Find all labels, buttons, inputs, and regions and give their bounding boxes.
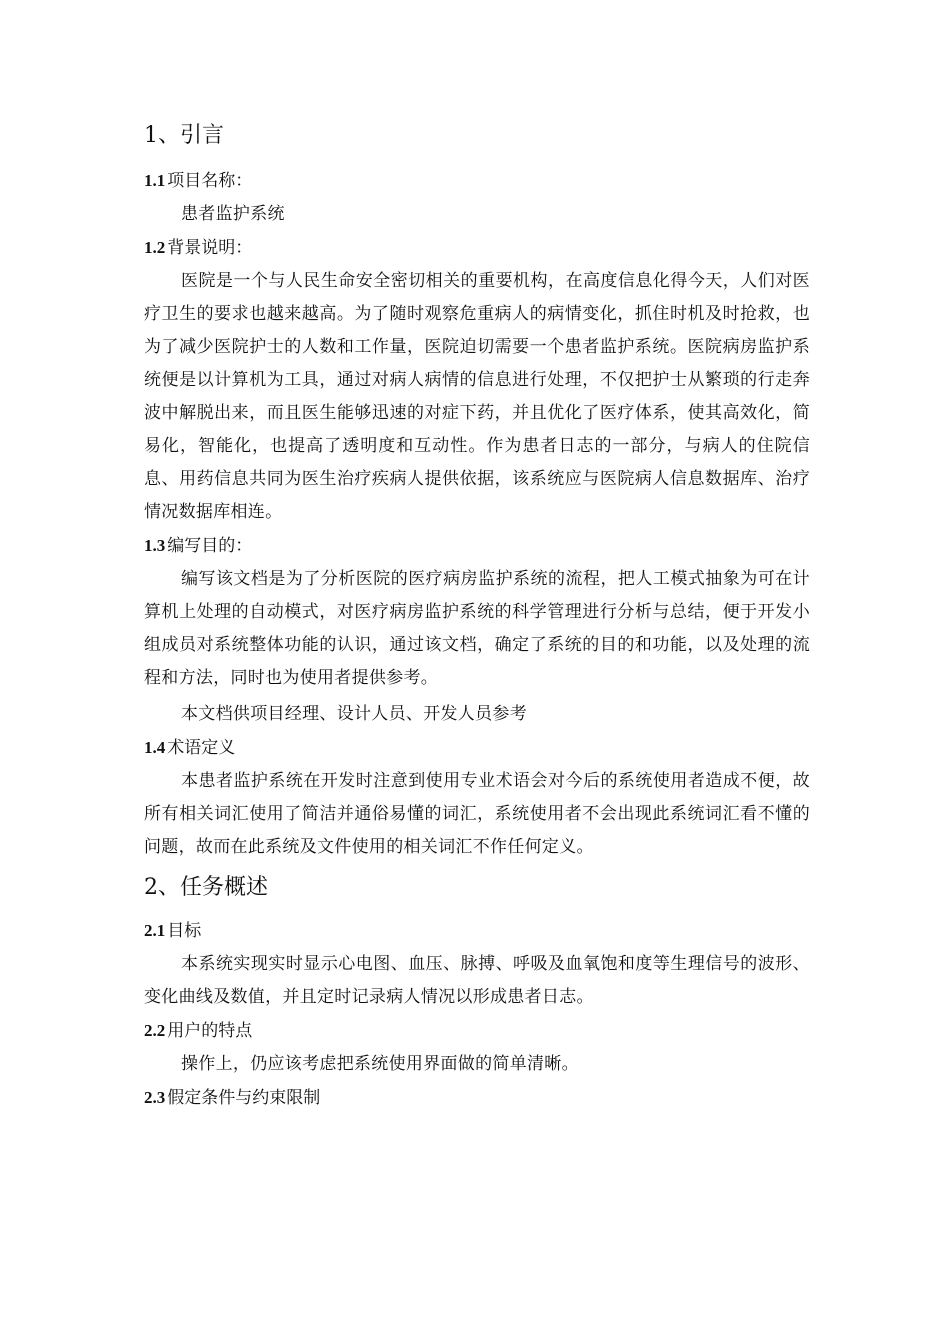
subsection-number: 1.4 xyxy=(144,738,166,757)
subsection-heading-terms xyxy=(144,731,810,765)
subsection-number: 1.3 xyxy=(144,536,166,555)
paragraph-project-name: 患者监护系统 xyxy=(181,204,285,224)
subsection-number: 2.2 xyxy=(144,1021,166,1040)
paragraph-purpose: 编写该文档是为了分析医院的医疗病房监护系统的流程，把人工模式抽象为可在计算机上处理的自动模式，对医疗病房监护系统的科学管理进行分析与总结，便于开发小组成员对系统整体功能的认识，通过该文档，确定了系统的目的和功能，以及处理的流程和方法，同时也为使用者提供参考。 xyxy=(144,569,810,688)
paragraph-background: 医院是一个与人民生命安全密切相关的重要机构，在高度信息化得今天，人们对医疗卫生的要求也越来越高。为了随时观察危重病人的病情变化，抓住时机及时抢救，也为了减少医院护士的人数和工作量，医院迫切需要一个患者监护系统。医院病房监护系统便是以计算机为工具，通过对病人病情的信息进行处理，不仅把护士从繁琐的行走奔波中解脱出来，而且医生能够迅速的对症下药，并且优化了医疗体系，使其高效化，简易化，智能化，也提高了透明度和互动性。作为患者日志的一部分，与病人的住院信息、用药信息共同为医生治疗疾病人提供依据，该系统应与医院病人信息数据库、治疗情况数据库相连。 xyxy=(144,271,810,522)
subsection-number: 1.2 xyxy=(144,238,166,257)
subsection-heading-goal xyxy=(144,914,810,948)
subsection-title: 用户的特点 xyxy=(167,1021,253,1041)
subsection-number: 2.3 xyxy=(144,1088,166,1107)
subsection-heading-user-features xyxy=(144,1014,810,1048)
subsection-heading-assumptions xyxy=(144,1081,810,1115)
paragraph-user-features: 操作上，仍应该考虑把系统使用界面做的简单清晰。 xyxy=(181,1054,579,1074)
subsection-heading-purpose xyxy=(144,529,810,563)
document-content xyxy=(144,118,810,1115)
section-heading-task-overview: 2、任务概述 xyxy=(144,875,268,900)
subsection-title: 目标 xyxy=(167,921,202,941)
subsection-number: 1.1 xyxy=(144,171,166,190)
subsection-title: 编写目的： xyxy=(167,536,253,556)
subsection-number: 2.1 xyxy=(144,921,166,940)
subsection-title: 项目名称： xyxy=(167,171,253,191)
subsection-heading-background xyxy=(144,231,810,265)
paragraph-terms: 本患者监护系统在开发时注意到使用专业术语会对今后的系统使用者造成不便，故所有相关词汇使用了简洁并通俗易懂的词汇，系统使用者不会出现此系统词汇看不懂的问题，故而在此系统及文件使用的相关词汇不作任何定义。 xyxy=(144,771,810,857)
subsection-title: 背景说明： xyxy=(167,238,253,258)
subsection-title: 术语定义 xyxy=(167,738,236,758)
subsection-title: 假定条件与约束限制 xyxy=(167,1088,321,1108)
section-heading-intro: 1、引言 xyxy=(144,123,224,148)
paragraph-goal: 本系统实现实时显示心电图、血压、脉搏、呼吸及血氧饱和度等生理信号的波形、变化曲线及数值，并且定时记录病人情况以形成患者日志。 xyxy=(144,954,810,1007)
subsection-heading-project-name xyxy=(144,164,810,198)
paragraph-audience: 本文档供项目经理、设计人员、开发人员参考 xyxy=(181,704,527,724)
